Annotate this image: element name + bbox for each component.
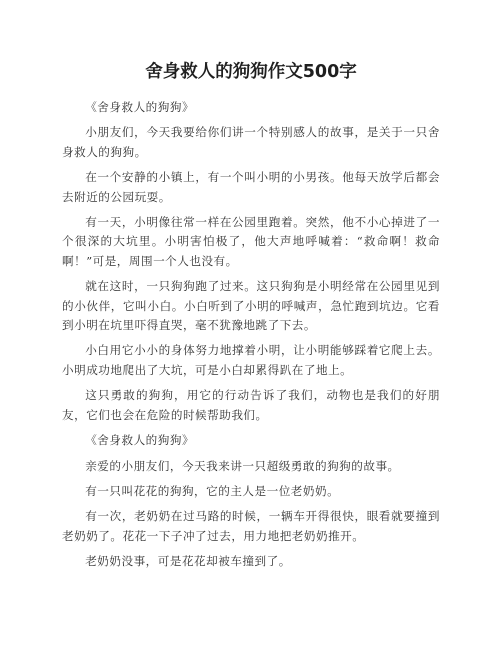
paragraph: 就在这时，一只狗狗跑了过来。这只狗狗是小明经常在公园里见到的小伙伴，它叫小白。小白听到了小明的呼喊声，急忙跑到坑边。它看到小明在坑里吓得直哭，毫不犹豫地跳了下去。 <box>62 279 440 333</box>
paragraph: 亲爱的小朋友们，今天我来讲一只超级勇敢的狗狗的故事。 <box>85 458 400 473</box>
paragraph: 有一只叫花花的狗狗，它的主人是一位老奶奶。 <box>85 483 340 498</box>
document-title: 舍身救人的狗狗作文500字 <box>145 62 357 82</box>
paragraph: 小白用它小小的身体努力地撑着小明，让小明能够踩着它爬上去。小明成功地爬出了大坑，可是小白却累得趴在了地上。 <box>62 343 440 377</box>
paragraph: 小朋友们，今天我要给你们讲一个特别感人的故事，是关于一只舍身救人的狗狗。 <box>62 125 440 159</box>
document-page <box>62 60 440 578</box>
paragraph: 这只勇敢的狗狗，用它的行动告诉了我们，动物也是我们的好朋友，它们也会在危险的时候帮助我们。 <box>62 388 440 422</box>
paragraph: 老奶奶没事，可是花花却被车撞到了。 <box>85 554 291 569</box>
paragraph: 在一个安静的小镇上，有一个叫小明的小男孩。他每天放学后都会去附近的公园玩耍。 <box>62 170 440 204</box>
paragraph: 有一次，老奶奶在过马路的时候，一辆车开得很快，眼看就要撞到老奶奶了。花花一下子冲了过去，用力地把老奶奶推开。 <box>62 509 440 543</box>
paragraph: 有一天，小明像往常一样在公园里跑着。突然，他不小心掉进了一个很深的大坑里。小明害怕极了，他大声地呼喊着：“救命啊！救命啊！”可是，周围一个人也没有。 <box>62 215 440 268</box>
section-heading-2: 《舍身救人的狗狗》 <box>85 433 195 448</box>
section-heading-1: 《舍身救人的狗狗》 <box>85 100 195 114</box>
